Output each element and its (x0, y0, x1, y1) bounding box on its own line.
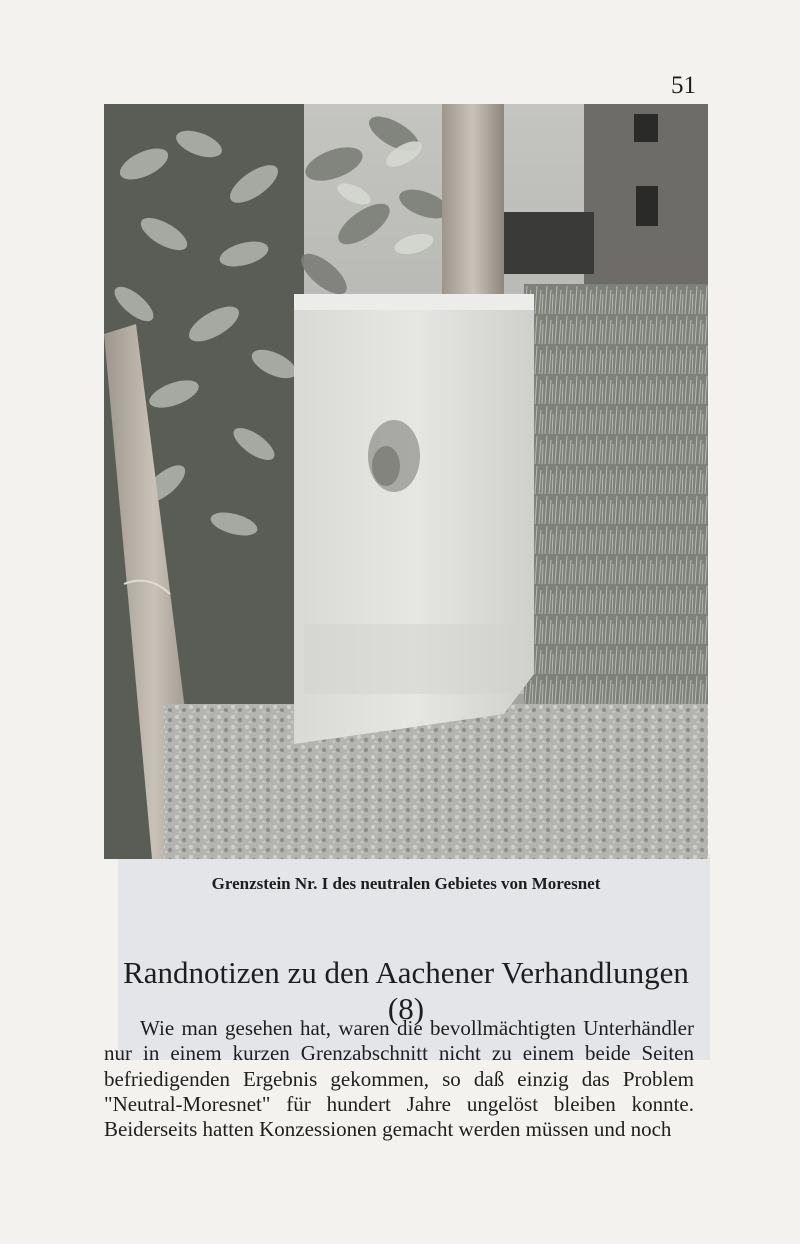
figure-caption: Grenzstein Nr. I des neutralen Gebietes von Moresnet (211, 874, 601, 893)
boundary-stone-picture (104, 104, 708, 859)
article-paragraph: Wie man gesehen hat, waren die bevollmächtigten Unterhändler nur in einem kurzen Grenzabschnitt nicht zu einem beide Seiten befriedigenden Ergebnis gekommen, so daß einzig das Problem "Neutral-Moresnet" für hundert Jahre ungelöst bleiben konnte. Beiderseits hatten Konzessionen gemacht werden müssen und noch (104, 1016, 694, 1142)
page-number: 51 (671, 72, 696, 99)
article-title: Randnotizen zu den Aachener Verhandlungen (8) (123, 955, 689, 1026)
boundary-stone-photo (104, 104, 708, 859)
